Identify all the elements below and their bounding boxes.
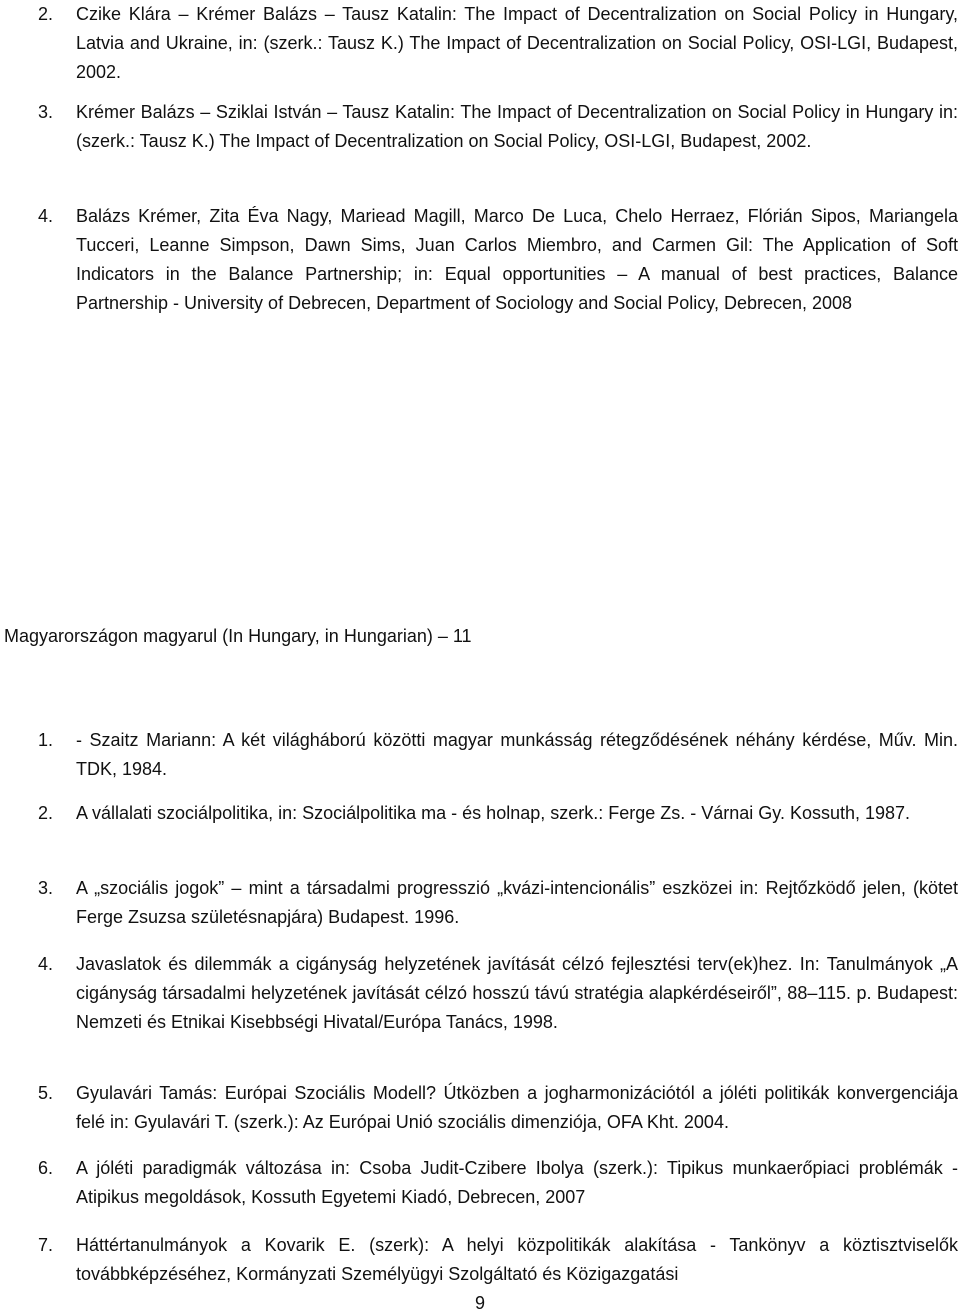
reference-text: A „szociális jogok” – mint a társadalmi progresszió „kvázi-intencionális” eszközei in: Rejtőzködő jelen, (kötet Ferge Zsuzsa születésnapjára) Budapest. 1996. bbox=[76, 878, 958, 927]
reference-text: - Szaitz Mariann: A két világháború közötti magyar munkásság rétegződésének néhány kérdése, Műv. Min. TDK, 1984. bbox=[76, 730, 958, 779]
reference-text: Krémer Balázs – Sziklai István – Tausz Katalin: The Impact of Decentralization on Social Policy in Hungary in: (szerk.: Tausz K.) The Impact of Decentralization on Social Policy, OSI-LGI, Budapest, 2002. bbox=[76, 102, 958, 151]
reference-number: 3. bbox=[38, 878, 54, 898]
page-number: 9 bbox=[474, 1293, 485, 1313]
reference-number: 4. bbox=[38, 206, 54, 226]
reference-number: 3. bbox=[38, 102, 54, 122]
reference-number: 6. bbox=[38, 1158, 54, 1178]
section-heading: Magyarországon magyarul (In Hungary, in Hungarian) – 11 bbox=[4, 626, 472, 646]
reference-text: Czike Klára – Krémer Balázs – Tausz Katalin: The Impact of Decentralization on Social Policy in Hungary, Latvia and Ukraine, in: (szerk.: Tausz K.) The Impact of Decentralization on Social Policy, OSI-LGI, Budapest, 2002. bbox=[76, 4, 958, 82]
reference-number: 4. bbox=[38, 954, 54, 974]
reference-text: A vállalati szociálpolitika, in: Szociálpolitika ma - és holnap, szerk.: Ferge Zs. - Várnai Gy. Kossuth, 1987. bbox=[76, 803, 911, 823]
reference-text: Háttértanulmányok a Kovarik E. (szerk): A helyi közpolitikák alakítása - Tankönyv a köztisztviselők továbbképzéséhez, Kormányzati Személyügyi Szolgáltató és Közigazgatási bbox=[76, 1235, 958, 1284]
reference-text: Javaslatok és dilemmák a cigányság helyzetének javítását célzó fejlesztési terv(ek)hez. In: Tanulmányok „A cigányság társadalmi helyzetének javítását célzó hosszú távú stratégia alapkérdéseiről”, 88–115. p. Budapest: Nemzeti és Etnikai Kisebbségi Hivatal/Európa Tanács, 1998. bbox=[76, 954, 958, 1032]
reference-number: 1. bbox=[38, 730, 54, 750]
reference-number: 7. bbox=[38, 1235, 54, 1255]
reference-number: 2. bbox=[38, 4, 54, 24]
reference-number: 2. bbox=[38, 803, 54, 823]
reference-text: Gyulavári Tamás: Európai Szociális Modell? Útközben a jogharmonizációtól a jóléti politikák konvergenciája felé in: Gyulavári T. (szerk.): Az Európai Unió szociális dimenziója, OFA Kht. 2004. bbox=[76, 1083, 958, 1132]
reference-number: 5. bbox=[38, 1083, 54, 1103]
reference-text: A jóléti paradigmák változása in: Csoba Judit-Czibere Ibolya (szerk.): Tipikus munkaerőpiaci problémák - Atipikus megoldások, Kossuth Egyetemi Kiadó, Debrecen, 2007 bbox=[76, 1158, 958, 1207]
reference-text: Balázs Krémer, Zita Éva Nagy, Mariead Magill, Marco De Luca, Chelo Herraez, Flórián Sipos, Mariangela Tucceri, Leanne Simpson, Dawn Sims, Juan Carlos Miembro, and Carmen Gil: The Application of Soft Indicators in the Balance Partnership; in: Equal opportunities – A manual of best practices, Balance Partnership - University of Debrecen, Department of Sociology and Social Policy, Debrecen, 2008 bbox=[76, 206, 958, 313]
